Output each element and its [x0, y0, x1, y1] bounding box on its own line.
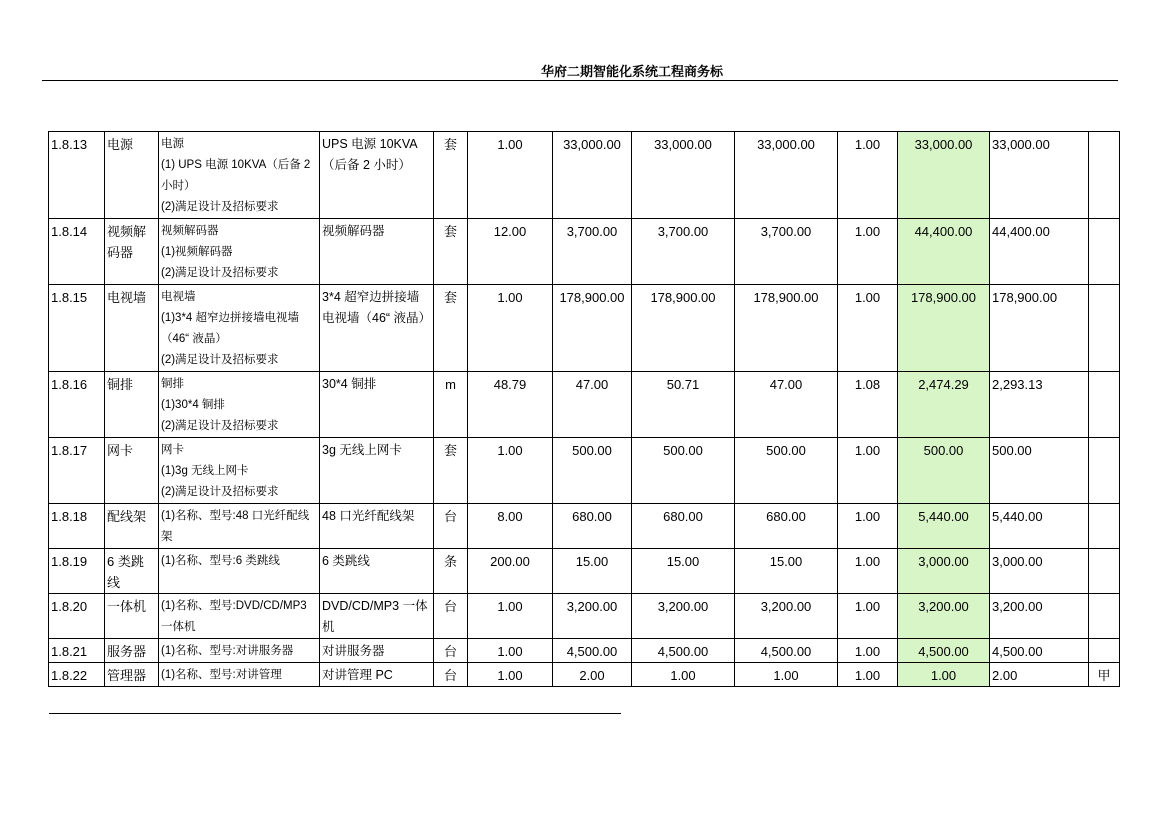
- item-total-2: 2.00: [990, 663, 1089, 687]
- item-unit: 套: [434, 219, 468, 285]
- description-line: (1)3g 无线上网卡: [161, 465, 249, 477]
- item-name: 电视墙: [105, 285, 159, 372]
- item-coefficient: 1.00: [838, 285, 898, 372]
- item-unit: 台: [434, 663, 468, 687]
- unit-price-1: 33,000.00: [553, 132, 632, 219]
- item-coefficient: 1.00: [838, 639, 898, 663]
- unit-price-3: 15.00: [735, 549, 838, 594]
- unit-price-1: 500.00: [553, 438, 632, 504]
- item-total: 44,400.00: [898, 219, 990, 285]
- item-total: 33,000.00: [898, 132, 990, 219]
- item-coefficient: 1.00: [838, 504, 898, 549]
- item-remark: [1089, 132, 1120, 219]
- item-spec: 对讲管理 PC: [320, 663, 434, 687]
- unit-price-1: 4,500.00: [553, 639, 632, 663]
- description-line: (2)满足设计及招标要求: [161, 267, 279, 279]
- item-description: [159, 549, 320, 594]
- item-description: [159, 132, 320, 219]
- item-total: 5,440.00: [898, 504, 990, 549]
- unit-price-3: 3,200.00: [735, 594, 838, 639]
- item-coefficient: 1.00: [838, 594, 898, 639]
- item-name: 视频解码器: [105, 219, 159, 285]
- footer-rule: [49, 713, 621, 714]
- item-unit: 套: [434, 285, 468, 372]
- table-row: [49, 285, 1120, 372]
- item-name: 铜排: [105, 372, 159, 438]
- unit-price-1: 2.00: [553, 663, 632, 687]
- unit-price-2: 178,900.00: [632, 285, 735, 372]
- item-quantity: 12.00: [468, 219, 553, 285]
- item-code: 1.8.14: [49, 219, 105, 285]
- item-description: [159, 285, 320, 372]
- item-spec: 30*4 铜排: [320, 372, 434, 438]
- item-total-2: 4,500.00: [990, 639, 1089, 663]
- item-name: 管理器: [105, 663, 159, 687]
- item-total: 2,474.29: [898, 372, 990, 438]
- item-quantity: 1.00: [468, 132, 553, 219]
- item-remark: [1089, 219, 1120, 285]
- item-remark: [1089, 285, 1120, 372]
- item-total-2: 3,200.00: [990, 594, 1089, 639]
- unit-price-3: 3,700.00: [735, 219, 838, 285]
- bill-of-quantities-table: [48, 131, 1120, 687]
- table-row: [49, 372, 1120, 438]
- item-remark: [1089, 594, 1120, 639]
- item-spec: 6 类跳线: [320, 549, 434, 594]
- item-coefficient: 1.00: [838, 549, 898, 594]
- item-spec: 对讲服务器: [320, 639, 434, 663]
- item-spec: 3g 无线上网卡: [320, 438, 434, 504]
- description-line: (1)名称、型号:对讲服务器: [161, 645, 294, 657]
- item-remark: [1089, 549, 1120, 594]
- item-total: 3,000.00: [898, 549, 990, 594]
- unit-price-3: 33,000.00: [735, 132, 838, 219]
- item-remark: [1089, 639, 1120, 663]
- table-row: [49, 438, 1120, 504]
- item-spec: UPS 电源 10KVA（后备 2 小时）: [320, 132, 434, 219]
- item-total-2: 5,440.00: [990, 504, 1089, 549]
- description-line: (2)满足设计及招标要求: [161, 201, 279, 213]
- description-line: (1)名称、型号:对讲管理: [161, 669, 282, 681]
- item-total: 4,500.00: [898, 639, 990, 663]
- unit-price-2: 3,700.00: [632, 219, 735, 285]
- item-description: [159, 219, 320, 285]
- item-description: [159, 594, 320, 639]
- unit-price-2: 50.71: [632, 372, 735, 438]
- description-line: (1)视频解码器: [161, 246, 233, 258]
- unit-price-3: 47.00: [735, 372, 838, 438]
- unit-price-2: 15.00: [632, 549, 735, 594]
- description-line: (1)3*4 超窄边拼接墙电视墙（46“ 液晶）: [161, 312, 300, 345]
- description-line: (1) UPS 电源 10KVA（后备 2 小时）: [161, 159, 311, 192]
- item-total: 178,900.00: [898, 285, 990, 372]
- item-spec: 视频解码器: [320, 219, 434, 285]
- item-description: [159, 639, 320, 663]
- unit-price-1: 47.00: [553, 372, 632, 438]
- item-description: [159, 438, 320, 504]
- description-line: (1)名称、型号:6 类跳线: [161, 555, 280, 567]
- item-unit: 套: [434, 438, 468, 504]
- item-name: 一体机: [105, 594, 159, 639]
- item-coefficient: 1.00: [838, 219, 898, 285]
- item-coefficient: 1.00: [838, 438, 898, 504]
- item-code: 1.8.20: [49, 594, 105, 639]
- item-remark: 甲: [1089, 663, 1120, 687]
- item-total: 3,200.00: [898, 594, 990, 639]
- item-total-2: 500.00: [990, 438, 1089, 504]
- table-row: [49, 132, 1120, 219]
- item-unit: 台: [434, 594, 468, 639]
- item-coefficient: 1.00: [838, 663, 898, 687]
- item-description: [159, 504, 320, 549]
- table-row: [49, 594, 1120, 639]
- item-code: 1.8.15: [49, 285, 105, 372]
- item-unit: 套: [434, 132, 468, 219]
- description-line: (1)名称、型号:48 口光纤配线架: [161, 510, 310, 543]
- description-line: 电视墙: [161, 291, 196, 303]
- item-quantity: 200.00: [468, 549, 553, 594]
- item-total-2: 33,000.00: [990, 132, 1089, 219]
- item-coefficient: 1.08: [838, 372, 898, 438]
- unit-price-3: 4,500.00: [735, 639, 838, 663]
- item-name: 6 类跳线: [105, 549, 159, 594]
- item-quantity: 48.79: [468, 372, 553, 438]
- unit-price-2: 500.00: [632, 438, 735, 504]
- description-line: 电源: [161, 138, 184, 150]
- item-name: 电源: [105, 132, 159, 219]
- item-code: 1.8.18: [49, 504, 105, 549]
- item-quantity: 1.00: [468, 639, 553, 663]
- item-description: [159, 663, 320, 687]
- item-description: [159, 372, 320, 438]
- description-line: (2)满足设计及招标要求: [161, 420, 279, 432]
- unit-price-2: 680.00: [632, 504, 735, 549]
- item-total-2: 3,000.00: [990, 549, 1089, 594]
- unit-price-2: 33,000.00: [632, 132, 735, 219]
- unit-price-1: 680.00: [553, 504, 632, 549]
- description-line: 视频解码器: [161, 225, 219, 237]
- unit-price-1: 178,900.00: [553, 285, 632, 372]
- unit-price-3: 680.00: [735, 504, 838, 549]
- item-code: 1.8.16: [49, 372, 105, 438]
- unit-price-2: 4,500.00: [632, 639, 735, 663]
- unit-price-3: 1.00: [735, 663, 838, 687]
- item-total-2: 44,400.00: [990, 219, 1089, 285]
- item-total: 1.00: [898, 663, 990, 687]
- item-unit: 台: [434, 639, 468, 663]
- item-spec: 48 口光纤配线架: [320, 504, 434, 549]
- item-name: 服务器: [105, 639, 159, 663]
- item-name: 网卡: [105, 438, 159, 504]
- item-unit: m: [434, 372, 468, 438]
- header-rule: [42, 80, 1118, 81]
- unit-price-2: 1.00: [632, 663, 735, 687]
- item-remark: [1089, 372, 1120, 438]
- item-unit: 台: [434, 504, 468, 549]
- description-line: (1)30*4 铜排: [161, 399, 225, 411]
- unit-price-2: 3,200.00: [632, 594, 735, 639]
- unit-price-3: 500.00: [735, 438, 838, 504]
- table-row: [49, 549, 1120, 594]
- description-line: 铜排: [161, 378, 184, 390]
- item-code: 1.8.13: [49, 132, 105, 219]
- description-line: (2)满足设计及招标要求: [161, 354, 279, 366]
- item-total-2: 2,293.13: [990, 372, 1089, 438]
- item-quantity: 1.00: [468, 438, 553, 504]
- item-spec: 3*4 超窄边拼接墙电视墙（46“ 液晶）: [320, 285, 434, 372]
- item-code: 1.8.17: [49, 438, 105, 504]
- item-quantity: 1.00: [468, 285, 553, 372]
- item-code: 1.8.19: [49, 549, 105, 594]
- unit-price-1: 3,700.00: [553, 219, 632, 285]
- item-code: 1.8.22: [49, 663, 105, 687]
- description-line: 网卡: [161, 444, 184, 456]
- item-quantity: 1.00: [468, 663, 553, 687]
- unit-price-1: 3,200.00: [553, 594, 632, 639]
- item-remark: [1089, 438, 1120, 504]
- item-unit: 条: [434, 549, 468, 594]
- item-spec: DVD/CD/MP3 一体机: [320, 594, 434, 639]
- item-coefficient: 1.00: [838, 132, 898, 219]
- description-line: (2)满足设计及招标要求: [161, 486, 279, 498]
- table-row: [49, 639, 1120, 663]
- item-remark: [1089, 504, 1120, 549]
- unit-price-3: 178,900.00: [735, 285, 838, 372]
- item-quantity: 8.00: [468, 504, 553, 549]
- description-line: (1)名称、型号:DVD/CD/MP3 一体机: [161, 600, 307, 633]
- table-row: [49, 663, 1120, 687]
- item-name: 配线架: [105, 504, 159, 549]
- item-total: 500.00: [898, 438, 990, 504]
- item-code: 1.8.21: [49, 639, 105, 663]
- item-quantity: 1.00: [468, 594, 553, 639]
- item-total-2: 178,900.00: [990, 285, 1089, 372]
- unit-price-1: 15.00: [553, 549, 632, 594]
- table-row: [49, 504, 1120, 549]
- table-row: [49, 219, 1120, 285]
- document-title: 华府二期智能化系统工程商务标: [541, 65, 724, 80]
